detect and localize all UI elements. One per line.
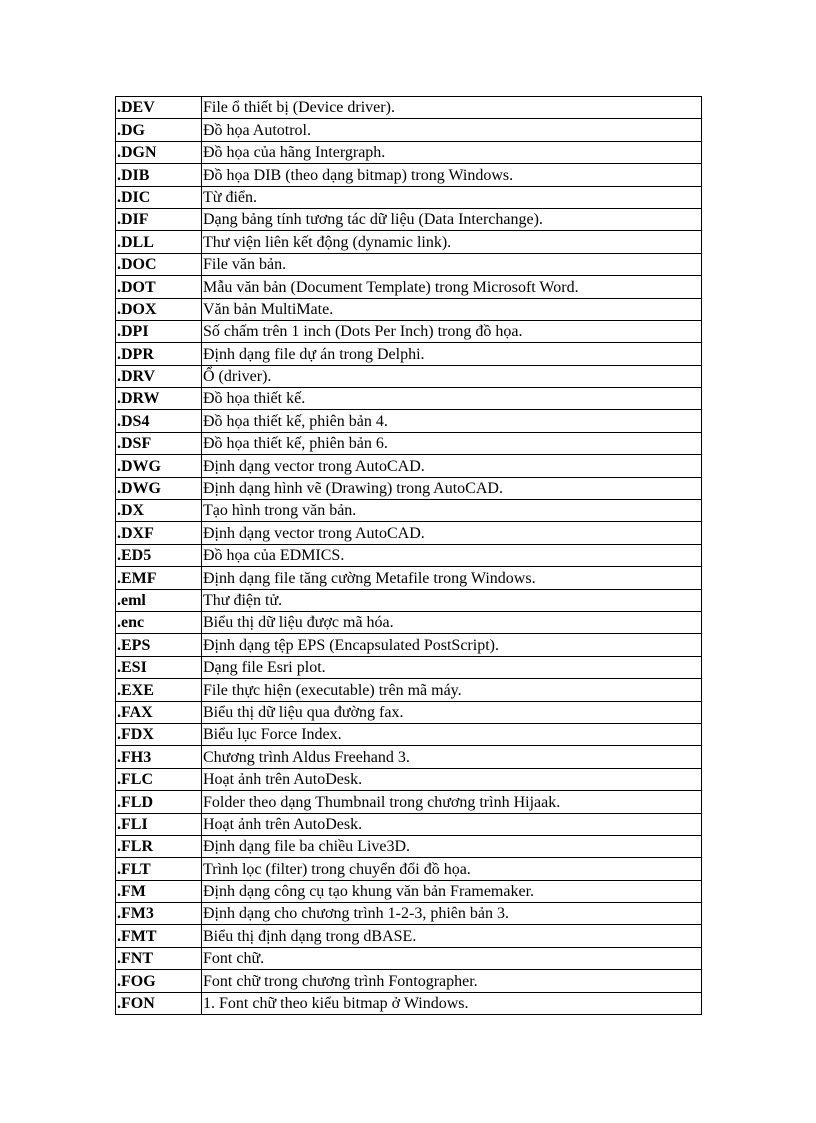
table-row — [116, 791, 702, 813]
table-row — [116, 813, 702, 835]
extension-cell: .DOC — [116, 253, 202, 275]
table-row — [116, 522, 702, 544]
extension-cell: .EXE — [116, 679, 202, 701]
extension-cell: .DWG — [116, 455, 202, 477]
description-cell: Định dạng công cụ tạo khung văn bản Framemaker. — [202, 880, 702, 902]
table-row — [116, 365, 702, 387]
table-row — [116, 970, 702, 992]
description-cell: Dạng file Esri plot. — [202, 656, 702, 678]
extension-cell: .FMT — [116, 925, 202, 947]
extension-cell: .DPR — [116, 343, 202, 365]
extension-cell: .FDX — [116, 723, 202, 745]
description-cell: Định dạng tệp EPS (Encapsulated PostScript). — [202, 634, 702, 656]
description-cell: Hoạt ảnh trên AutoDesk. — [202, 768, 702, 790]
table-row — [116, 992, 702, 1014]
table-row — [116, 746, 702, 768]
table-row — [116, 298, 702, 320]
table-row — [116, 858, 702, 880]
description-cell: File ổ thiết bị (Device driver). — [202, 97, 702, 119]
extension-cell: .FLI — [116, 813, 202, 835]
table-row — [116, 208, 702, 230]
table-row — [116, 589, 702, 611]
extension-cell: .DWG — [116, 477, 202, 499]
extension-cell: .DX — [116, 500, 202, 522]
description-cell: Biểu lục Force Index. — [202, 723, 702, 745]
extension-cell: .DRV — [116, 365, 202, 387]
table-row — [116, 567, 702, 589]
extension-cell: .FNT — [116, 947, 202, 969]
extension-cell: .FH3 — [116, 746, 202, 768]
extension-cell: .DOX — [116, 298, 202, 320]
extension-cell: .DLL — [116, 231, 202, 253]
table-row — [116, 343, 702, 365]
description-cell: Định dạng file dự án trong Delphi. — [202, 343, 702, 365]
extension-cell: .EPS — [116, 634, 202, 656]
table-row — [116, 611, 702, 633]
table-row — [116, 634, 702, 656]
description-cell: Font chữ. — [202, 947, 702, 969]
table-row — [116, 500, 702, 522]
description-cell: Font chữ trong chương trình Fontographer. — [202, 970, 702, 992]
table-row — [116, 455, 702, 477]
extension-cell: .FLD — [116, 791, 202, 813]
description-cell: Định dạng cho chương trình 1-2-3, phiên bản 3. — [202, 903, 702, 925]
extension-cell: .DIB — [116, 164, 202, 186]
description-cell: Định dạng file ba chiều Live3D. — [202, 835, 702, 857]
description-cell: Mẫu văn bản (Document Template) trong Microsoft Word. — [202, 276, 702, 298]
description-cell: Dạng bảng tính tương tác dữ liệu (Data Interchange). — [202, 208, 702, 230]
description-cell: Folder theo dạng Thumbnail trong chương trình Hijaak. — [202, 791, 702, 813]
table-row — [116, 835, 702, 857]
table-row — [116, 276, 702, 298]
extension-cell: .eml — [116, 589, 202, 611]
description-cell: Định dạng hình vẽ (Drawing) trong AutoCAD. — [202, 477, 702, 499]
table-row — [116, 164, 702, 186]
description-cell: Hoạt ảnh trên AutoDesk. — [202, 813, 702, 835]
table-row — [116, 768, 702, 790]
extension-cell: .FON — [116, 992, 202, 1014]
extension-cell: .DXF — [116, 522, 202, 544]
table-row — [116, 880, 702, 902]
extension-cell: .DIF — [116, 208, 202, 230]
description-cell: Thư điện tử. — [202, 589, 702, 611]
description-cell: File thực hiện (executable) trên mã máy. — [202, 679, 702, 701]
table-row — [116, 231, 702, 253]
description-cell: Biểu thị dữ liệu qua đường fax. — [202, 701, 702, 723]
extension-cell: .DEV — [116, 97, 202, 119]
extension-cell: .DGN — [116, 141, 202, 163]
description-cell: Tạo hình trong văn bản. — [202, 500, 702, 522]
table-row — [116, 723, 702, 745]
description-cell: Định dạng vector trong AutoCAD. — [202, 522, 702, 544]
description-cell: Đồ họa của EDMICS. — [202, 544, 702, 566]
table-row — [116, 320, 702, 342]
description-cell: Đồ họa của hãng Intergraph. — [202, 141, 702, 163]
extension-cell: .EMF — [116, 567, 202, 589]
file-extension-table — [115, 96, 702, 1015]
extension-cell: .DSF — [116, 432, 202, 454]
table-row — [116, 903, 702, 925]
description-cell: Thư viện liên kết động (dynamic link). — [202, 231, 702, 253]
extension-cell: .FM — [116, 880, 202, 902]
extension-cell: .FLC — [116, 768, 202, 790]
table-row — [116, 432, 702, 454]
extension-cell: .FLT — [116, 858, 202, 880]
table-body — [116, 97, 702, 1015]
extension-cell: .DG — [116, 119, 202, 141]
extension-cell: .DRW — [116, 388, 202, 410]
table-row — [116, 656, 702, 678]
extension-cell: .DPI — [116, 320, 202, 342]
table-row — [116, 388, 702, 410]
description-cell: Đồ họa Autotrol. — [202, 119, 702, 141]
description-cell: Biểu thị định dạng trong dBASE. — [202, 925, 702, 947]
extension-cell: .FAX — [116, 701, 202, 723]
description-cell: Đồ họa DIB (theo dạng bitmap) trong Windows. — [202, 164, 702, 186]
description-cell: Biểu thị dữ liệu được mã hóa. — [202, 611, 702, 633]
table-row — [116, 119, 702, 141]
extension-cell: .DOT — [116, 276, 202, 298]
description-cell: Văn bản MultiMate. — [202, 298, 702, 320]
description-cell: Ổ (driver). — [202, 365, 702, 387]
extension-cell: .FOG — [116, 970, 202, 992]
description-cell: Đồ họa thiết kế. — [202, 388, 702, 410]
extension-cell: .FLR — [116, 835, 202, 857]
extension-cell: .enc — [116, 611, 202, 633]
table-row — [116, 925, 702, 947]
description-cell: Đồ họa thiết kế, phiên bản 4. — [202, 410, 702, 432]
description-cell: Số chấm trên 1 inch (Dots Per Inch) trong đồ họa. — [202, 320, 702, 342]
description-cell: Trình lọc (filter) trong chuyển đổi đồ họa. — [202, 858, 702, 880]
table-row — [116, 410, 702, 432]
table-row — [116, 679, 702, 701]
extension-cell: .ED5 — [116, 544, 202, 566]
description-cell: 1. Font chữ theo kiểu bitmap ở Windows. — [202, 992, 702, 1014]
description-cell: Đồ họa thiết kế, phiên bản 6. — [202, 432, 702, 454]
extension-cell: .DS4 — [116, 410, 202, 432]
extension-cell: .ESI — [116, 656, 202, 678]
extension-cell: .FM3 — [116, 903, 202, 925]
table-row — [116, 701, 702, 723]
description-cell: File văn bản. — [202, 253, 702, 275]
extension-cell: .DIC — [116, 186, 202, 208]
table-row — [116, 97, 702, 119]
table-row — [116, 477, 702, 499]
table-row — [116, 253, 702, 275]
description-cell: Định dạng vector trong AutoCAD. — [202, 455, 702, 477]
table-row — [116, 186, 702, 208]
description-cell: Từ điển. — [202, 186, 702, 208]
table-row — [116, 947, 702, 969]
table-row — [116, 544, 702, 566]
table-row — [116, 141, 702, 163]
description-cell: Định dạng file tăng cường Metafile trong Windows. — [202, 567, 702, 589]
description-cell: Chương trình Aldus Freehand 3. — [202, 746, 702, 768]
